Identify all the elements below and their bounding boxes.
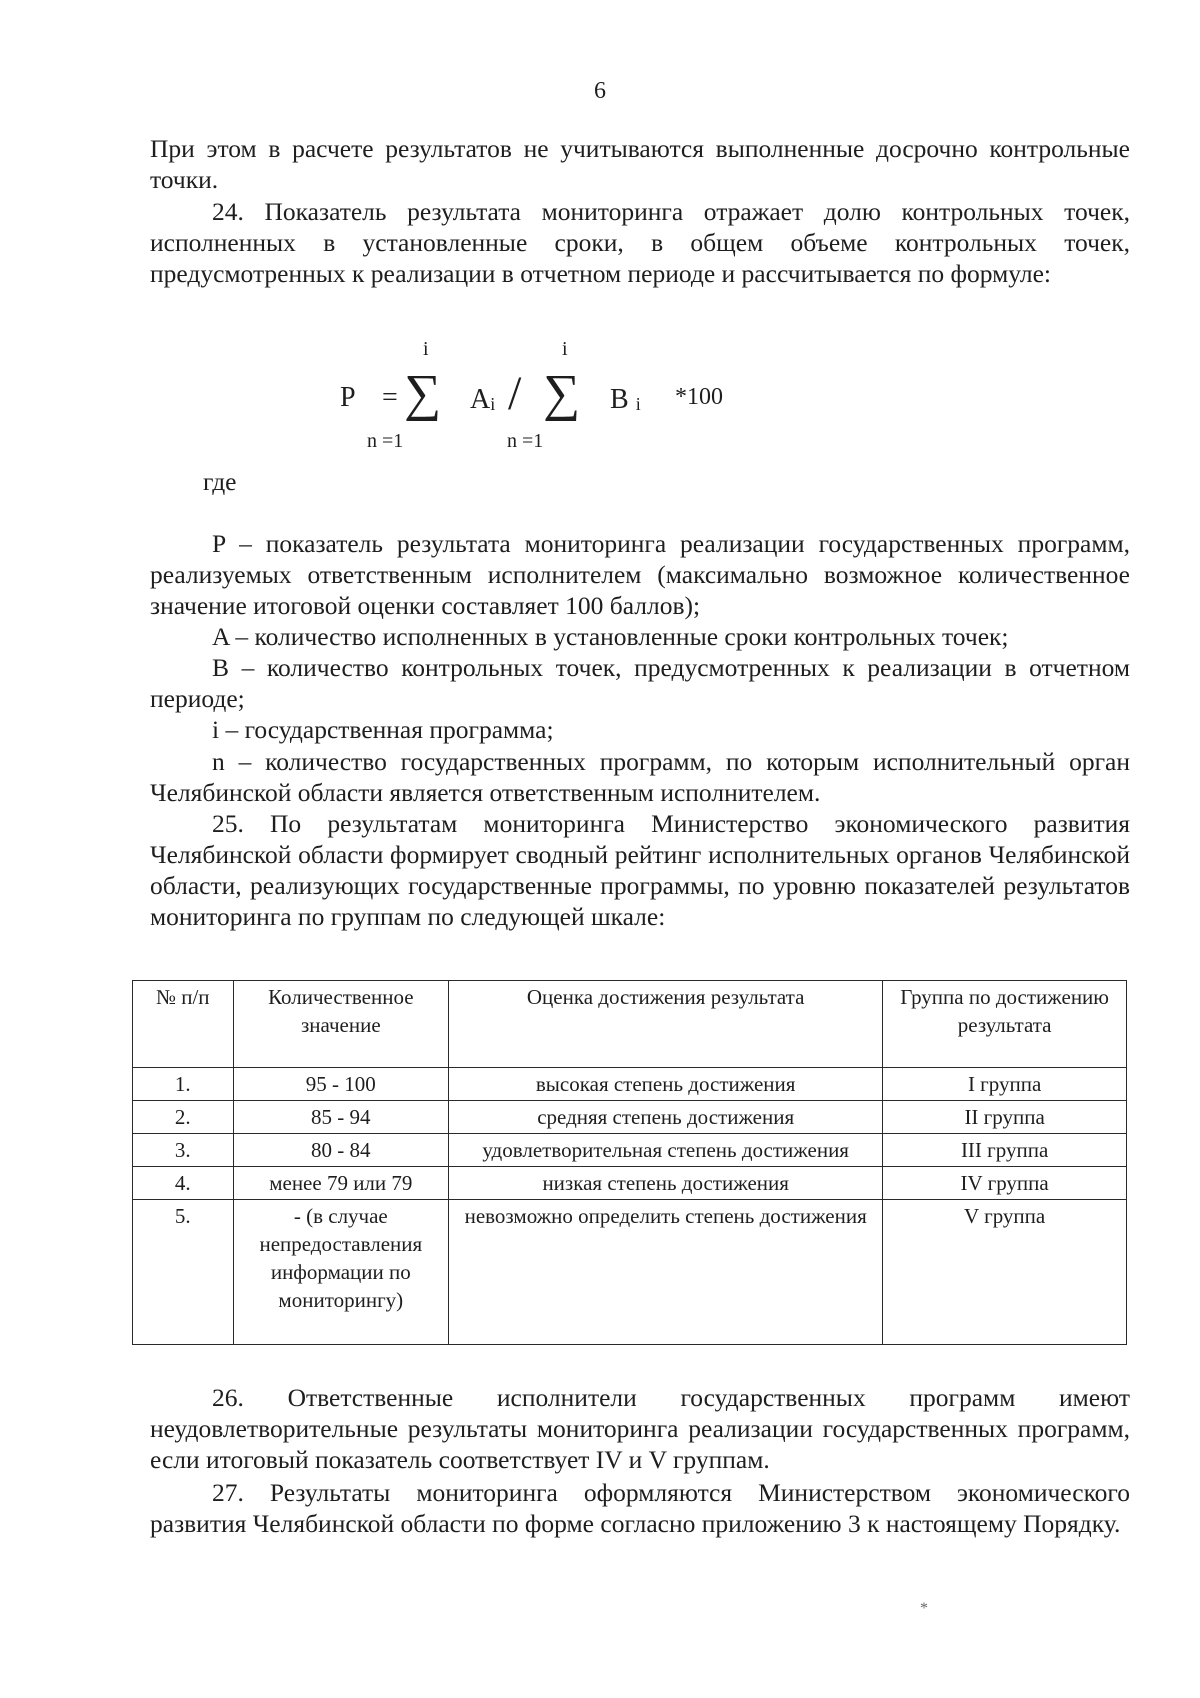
- table-header-row: [133, 981, 1127, 1068]
- formula-slash: /: [508, 367, 522, 420]
- formula-upper-1: i: [423, 338, 429, 360]
- formula: [330, 338, 810, 470]
- formula-b: B i: [610, 384, 641, 415]
- cell-value: 85 - 94: [233, 1101, 449, 1134]
- rating-scale-table: [132, 980, 1127, 1345]
- formula-p: P: [340, 382, 356, 413]
- table-row: [133, 1068, 1127, 1101]
- formula-mult: *100: [675, 384, 723, 410]
- cell-assessment: удовлетворительная степень достижения: [449, 1134, 883, 1167]
- cell-value: менее 79 или 79: [233, 1167, 449, 1200]
- cell-value: - (в случае непредоставления информации по мониторингу): [233, 1200, 449, 1345]
- cell-group: III группа: [883, 1134, 1127, 1167]
- definition-b: B – количество контрольных точек, предусмотренных к реализации в отчетном периоде;: [150, 653, 1130, 713]
- paragraph-27: 27. Результаты мониторинга оформляются Министерством экономического развития Челябинской области по форме согласно приложению 3 к настоящему Порядку.: [150, 1478, 1130, 1538]
- definition-a: A – количество исполненных в установленные сроки контрольных точек;: [212, 622, 1009, 651]
- header-value: Количественное значение: [233, 981, 449, 1068]
- cell-value: 95 - 100: [233, 1068, 449, 1101]
- table-row: [133, 1167, 1127, 1200]
- definition-p: P – показатель результата мониторинга реализации государственных программ, реализуемых ответственным исполнителем (максимально возможное количественное значение итоговой оценки составляет 100 баллов);: [150, 529, 1130, 620]
- cell-assessment: низкая степень достижения: [449, 1167, 883, 1200]
- cell-assessment: средняя степень достижения: [449, 1101, 883, 1134]
- sigma-icon-2: ∑: [543, 365, 581, 422]
- sigma-icon: ∑: [404, 365, 442, 422]
- cell-number: 3.: [133, 1134, 234, 1167]
- cell-assessment: невозможно определить степень достижения: [449, 1200, 883, 1345]
- paragraph-intro: При этом в расчете результатов не учитываются выполненные досрочно контрольные точки.: [150, 134, 1130, 194]
- cell-number: 2.: [133, 1101, 234, 1134]
- formula-upper-2: i: [562, 338, 568, 360]
- cell-group: V группа: [883, 1200, 1127, 1345]
- table-row: [133, 1200, 1127, 1345]
- cell-assessment: высокая степень достижения: [449, 1068, 883, 1101]
- cell-group: IV группа: [883, 1167, 1127, 1200]
- cell-number: 4.: [133, 1167, 234, 1200]
- cell-value: 80 - 84: [233, 1134, 449, 1167]
- definition-i: i – государственная программа;: [212, 715, 554, 744]
- paragraph-25: 25. По результатам мониторинга Министерство экономического развития Челябинской области формирует сводный рейтинг исполнительных органов Челябинской области, реализующих государственные программы, по уровню показателей результатов мониторинга по группам по следующей шкале:: [150, 809, 1130, 931]
- paragraph-26: 26. Ответственные исполнители государственных программ имеют неудовлетворительные результаты мониторинга реализации государственных программ, если итоговый показатель соответствует IV и V группам.: [150, 1383, 1130, 1474]
- header-assessment: Оценка достижения результата: [449, 981, 883, 1068]
- cell-group: I группа: [883, 1068, 1127, 1101]
- scan-mark-icon: *: [920, 1600, 928, 1617]
- page-number: 6: [594, 78, 606, 104]
- formula-equals: =: [382, 382, 398, 413]
- formula-lower-1: n =1: [367, 430, 404, 452]
- header-group: Группа по достижению результата: [883, 981, 1127, 1068]
- paragraph-where: где: [203, 467, 237, 496]
- cell-group: II группа: [883, 1101, 1127, 1134]
- formula-a: Ai: [470, 384, 496, 415]
- table-row: [133, 1134, 1127, 1167]
- definition-n: n – количество государственных программ, по которым исполнительный орган Челябинской области является ответственным исполнителем.: [150, 747, 1130, 807]
- cell-number: 1.: [133, 1068, 234, 1101]
- cell-number: 5.: [133, 1200, 234, 1345]
- header-number: № п/п: [133, 981, 234, 1068]
- table-row: [133, 1101, 1127, 1134]
- formula-lower-2: n =1: [507, 430, 544, 452]
- paragraph-24: 24. Показатель результата мониторинга отражает долю контрольных точек, исполненных в установленные сроки, в общем объеме контрольных точек, предусмотренных к реализации в отчетном периоде и рассчитывается по формуле:: [150, 197, 1130, 288]
